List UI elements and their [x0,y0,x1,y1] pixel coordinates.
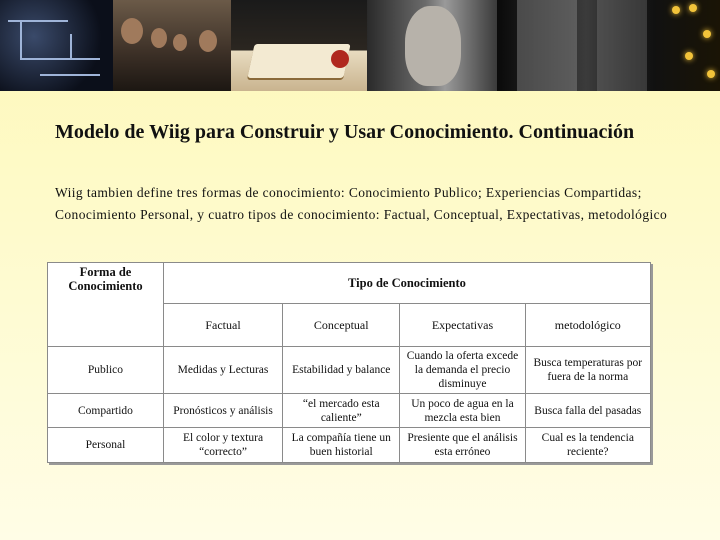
column-header: Factual [163,304,282,347]
table-cell: Pronósticos y análisis [163,394,282,428]
table-row [48,428,651,463]
table-cell: Presiente que el análisis esta erróneo [400,428,525,463]
slide-intro: Wiig tambien define tres formas de conocimiento: Conocimiento Publico; Experiencias Compartidas; Conocimiento Personal, y cuatro tipos de conocimiento: Factual, Conceptual, Expectativas, metodológico [55,185,668,222]
table-cell: Busca temperaturas por fuera de la norma [525,347,650,394]
group-header: Tipo de Conocimiento [163,263,650,304]
meeting-photo [113,0,231,91]
row-header: Publico [48,347,164,394]
column-header: metodológico [525,304,650,347]
table-header-row [48,263,651,304]
table-cell: Un poco de agua en la mezcla esta bien [400,394,525,428]
table-cell: Medidas y Lecturas [163,347,282,394]
table-row [48,394,651,428]
table-cell: El color y textura “correcto” [163,428,282,463]
table-cell: Cuando la oferta excede la demanda el precio disminuye [400,347,525,394]
book-photo [231,0,367,91]
table-cell: “el mercado esta caliente” [283,394,400,428]
table-cell: La compañía tiene un buen historial [283,428,400,463]
header-banner [0,0,720,91]
table-cell: Estabilidad y balance [283,347,400,394]
row-header: Compartido [48,394,164,428]
slide-title: Modelo de Wiig para Construir y Usar Conocimiento. Continuación [55,121,635,143]
circuit-photo [0,0,113,91]
server-rack-photo [497,0,720,91]
knowledge-table [47,262,651,463]
corner-header: Forma de Conocimiento [48,263,164,347]
table-cell: Cual es la tendencia reciente? [525,428,650,463]
table-row [48,347,651,394]
column-header: Expectativas [400,304,525,347]
table-cell: Busca falla del pasadas [525,394,650,428]
thinking-man-photo [367,0,497,91]
row-header: Personal [48,428,164,463]
column-header: Conceptual [283,304,400,347]
